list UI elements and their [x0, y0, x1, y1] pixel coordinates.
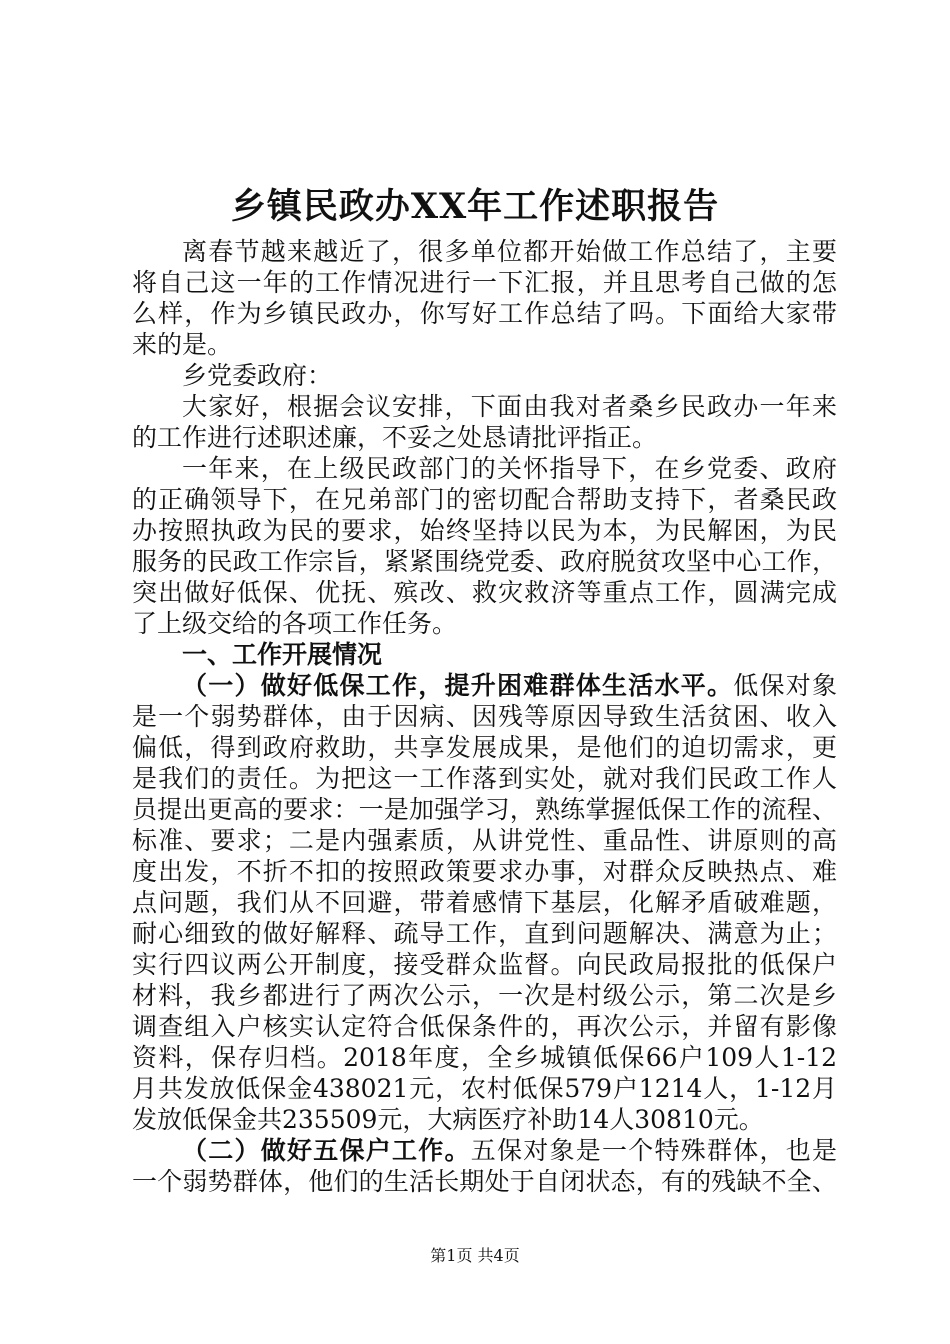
text-line [132, 1042, 837, 1073]
text-line-content: 度出发，不折不扣的按照政策要求办事，对群众反映热点、难 [132, 857, 837, 886]
text-line [132, 918, 837, 949]
section-heading: （一）做好低保工作，提升困难群体生活水平。 [182, 671, 734, 700]
text-line [132, 267, 837, 298]
text-line-content: 一个弱势群体，他们的生活长期处于自闭状态，有的残缺不全、 [132, 1167, 837, 1196]
text-line [132, 1073, 837, 1104]
document-title: 乡镇民政办XX年工作述职报告 [230, 186, 720, 227]
text-line-content: 员提出更高的要求：一是加强学习，熟练掌握低保工作的流程、 [132, 795, 837, 824]
text-line [132, 391, 837, 422]
text-line [132, 856, 837, 887]
text-line-content: 离春节越来越近了，很多单位都开始做工作总结了，主要 [182, 237, 837, 266]
page-footer: 第1页 共4页 [430, 1246, 520, 1265]
text-line [132, 949, 837, 980]
text-line-content: 是我们的责任。为把这一工作落到实处，就对我们民政工作人 [132, 764, 837, 793]
text-line-content: 么样，作为乡镇民政办，你写好工作总结了吗。下面给大家带 [132, 299, 837, 328]
text-line [132, 608, 837, 639]
text-line-content: 材料，我乡都进行了两次公示，一次是村级公示，第二次是乡 [132, 981, 837, 1010]
text-line [132, 360, 837, 391]
text-line-content: 标准、要求；二是内强素质，从讲党性、重品性、讲原则的高 [132, 826, 837, 855]
section-heading: （二）做好五保户工作。 [182, 1136, 471, 1165]
text-line [132, 887, 837, 918]
text-line-content: 调查组入户核实认定符合低保条件的，再次公示，并留有影像 [132, 1012, 837, 1041]
text-line [132, 794, 837, 825]
text-line [132, 701, 837, 732]
text-line [132, 1011, 837, 1042]
text-line-content: 偏低，得到政府救助，共享发展成果，是他们的迫切需求，更 [132, 733, 837, 762]
text-line [132, 453, 837, 484]
text-line-content: 一、工作开展情况 [182, 640, 383, 669]
text-line-content: 一年来，在上级民政部门的关怀指导下，在乡党委、政府 [182, 454, 837, 483]
text-line [132, 639, 837, 670]
text-line-content: 低保对象 [733, 671, 837, 700]
text-line-content: 是一个弱势群体，由于因病、因残等原因导致生活贫困、收入 [132, 702, 837, 731]
document-body [132, 236, 837, 1197]
text-line [132, 422, 837, 453]
text-line [132, 546, 837, 577]
text-line-content: 来的是。 [132, 330, 233, 359]
text-line-content: 办按照执政为民的要求，始终坚持以民为本，为民解困，为民 [132, 516, 837, 545]
text-line-content: 点问题，我们从不回避，带着感情下基层，化解矛盾破难题， [132, 888, 837, 917]
text-line-content: 发放低保金共235509元，大病医疗补助14人30810元。 [132, 1105, 764, 1134]
text-line-content: 资料，保存归档。2018年度，全乡城镇低保66户109人1-12 [132, 1043, 837, 1072]
text-line-content: 月共发放低保金438021元，农村低保579户1214人，1-12月 [132, 1074, 837, 1103]
text-line [132, 298, 837, 329]
text-line-content: 的正确领导下，在兄弟部门的密切配合帮助支持下，者桑民政 [132, 485, 837, 514]
text-line [132, 825, 837, 856]
text-line-content: 耐心细致的做好解释、疏导工作，直到问题解决、满意为止； [132, 919, 837, 948]
text-line [132, 577, 837, 608]
text-line [132, 484, 837, 515]
text-line-content: 大家好，根据会议安排，下面由我对者桑乡民政办一年来 [182, 392, 837, 421]
text-line-content: 突出做好低保、优抚、殡改、救灾救济等重点工作，圆满完成 [132, 578, 837, 607]
text-line [132, 732, 837, 763]
text-line [132, 1135, 837, 1166]
text-line-content: 五保对象是一个特殊群体，也是 [470, 1136, 837, 1165]
text-line [132, 515, 837, 546]
text-line-content: 服务的民政工作宗旨，紧紧围绕党委、政府脱贫攻坚中心工作， [132, 547, 837, 576]
text-line [132, 329, 837, 360]
text-line-content: 实行四议两公开制度，接受群众监督。向民政局报批的低保户 [132, 950, 837, 979]
text-line-content: 将自己这一年的工作情况进行一下汇报，并且思考自己做的怎 [132, 268, 837, 297]
text-line [132, 1104, 837, 1135]
text-line-content: 了上级交给的各项工作任务。 [132, 609, 458, 638]
text-line-content: 乡党委政府： [182, 361, 333, 390]
text-line [132, 980, 837, 1011]
text-line [132, 763, 837, 794]
text-line [132, 670, 837, 701]
text-line-content: 的工作进行述职述廉，不妥之处恳请批评指正。 [132, 423, 658, 452]
text-line [132, 1166, 837, 1197]
text-line [132, 236, 837, 267]
